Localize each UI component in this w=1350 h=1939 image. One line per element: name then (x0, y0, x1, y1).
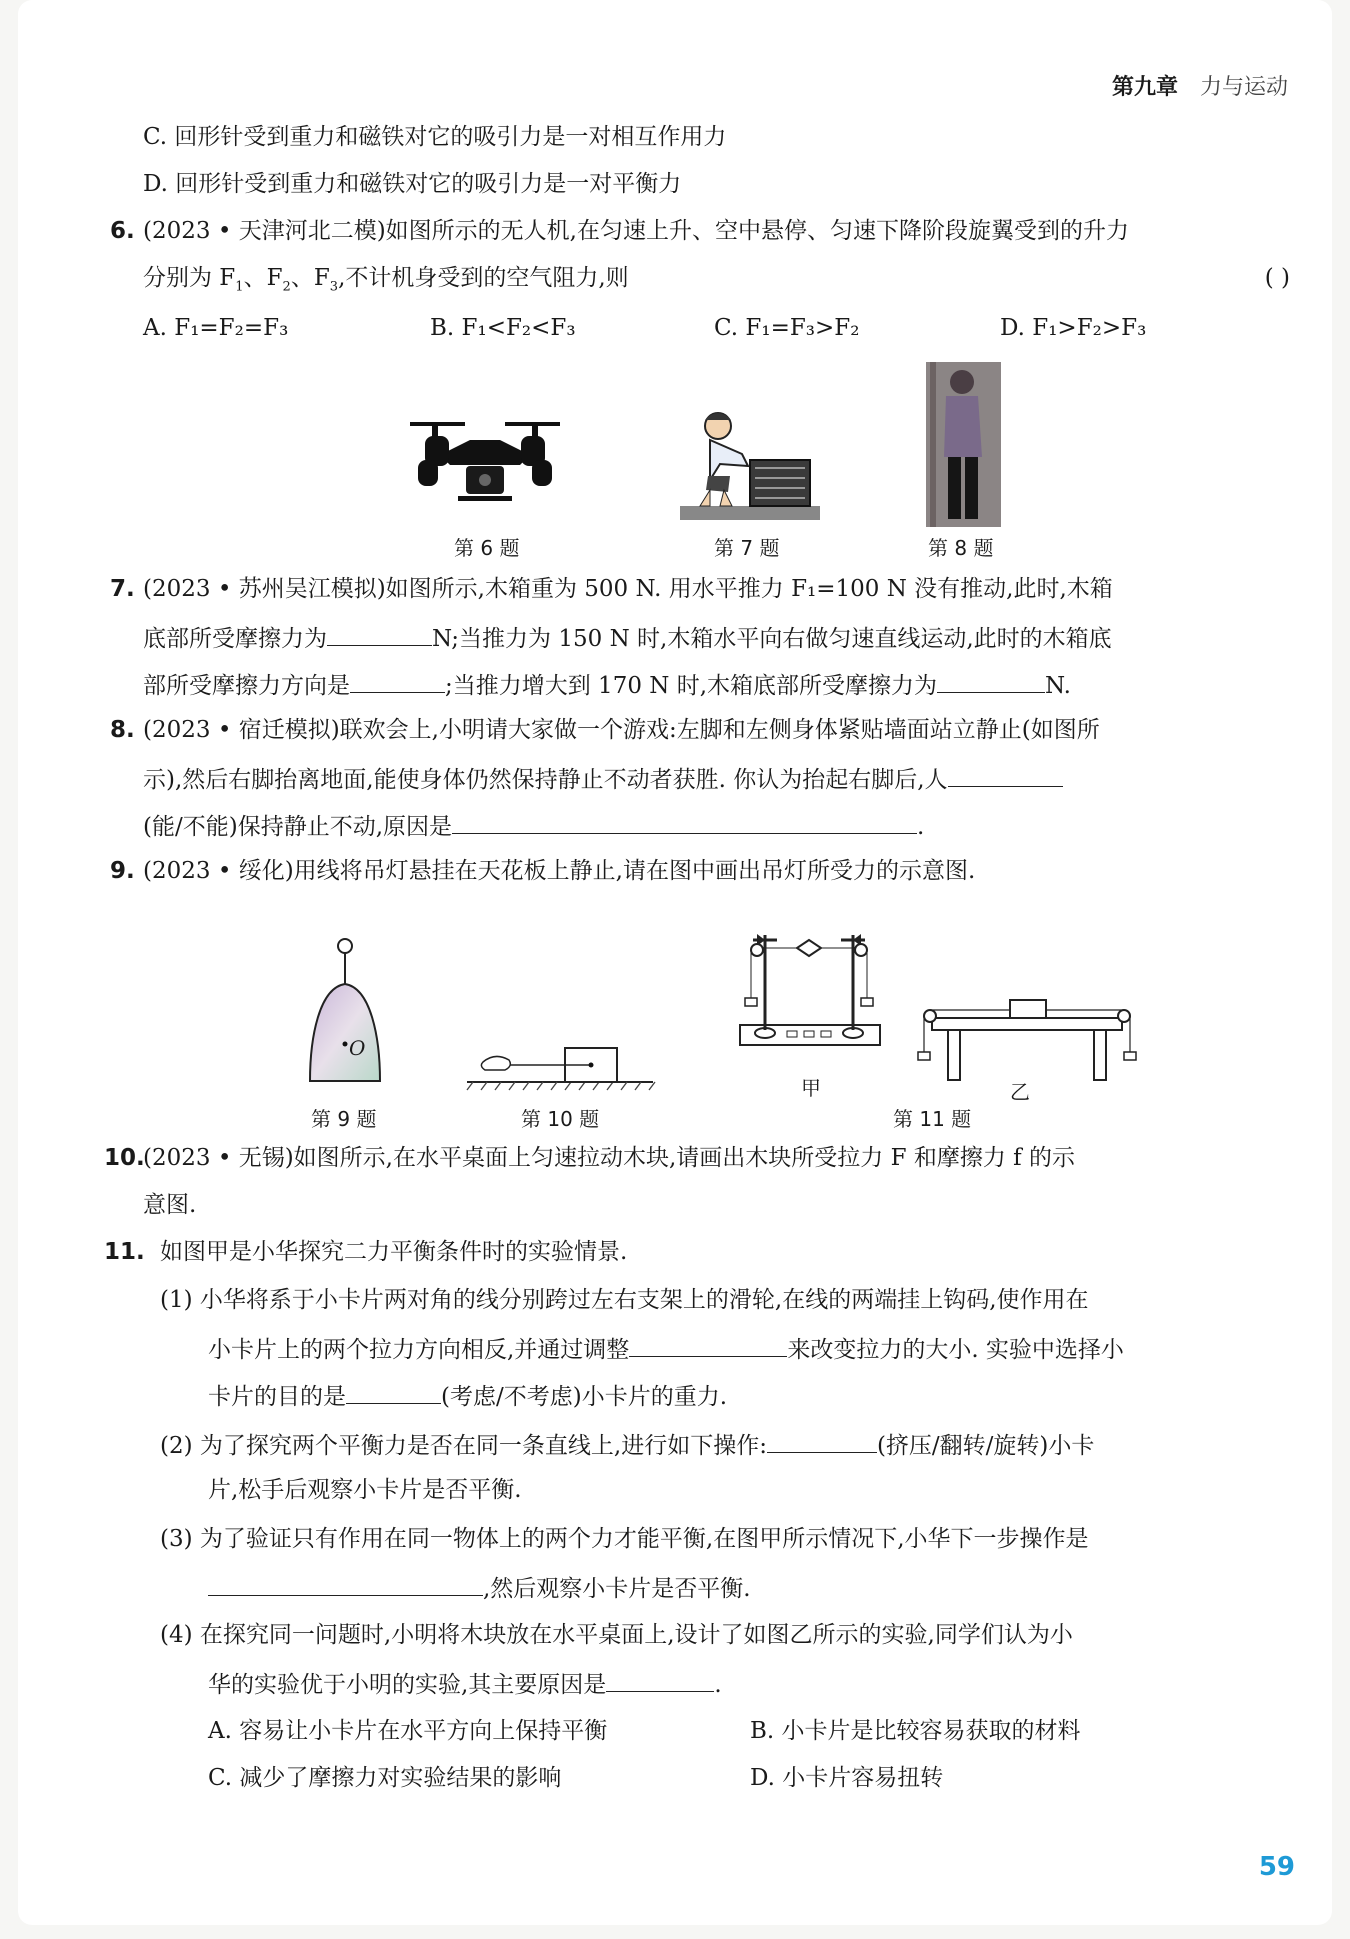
caption-q8: 第 8 题 (928, 536, 994, 560)
q11-p2-line1 (160, 1428, 1094, 1461)
q9-line1: (2023 • 绥化)用线将吊灯悬挂在天花板上静止,请在图中画出吊灯所受力的示意图. (143, 858, 976, 884)
chapter-title: 力与运动 (1199, 75, 1288, 100)
q7-line2 (143, 621, 1112, 654)
boy-pushing-box-image (680, 402, 820, 522)
caption-q7: 第 7 题 (714, 536, 780, 560)
q6-line2: 分别为 $F_1$、$F_2$、$F_3$,不计机身受到的空气阻力,则 (143, 265, 629, 295)
q8-line2 (143, 762, 1063, 795)
answer-blank[interactable] (452, 809, 917, 834)
q11-p1-line3-a: 卡片的目的是 (208, 1384, 346, 1410)
q10-number: 10. (104, 1145, 145, 1171)
q8-line1: (2023 • 宿迁模拟)联欢会上,小明请大家做一个游戏:左脚和左侧身体紧贴墙面站立静止(如图所 (143, 717, 1100, 743)
answer-blank[interactable] (606, 1667, 714, 1692)
q11-p3-line2 (208, 1571, 751, 1604)
q11-p1-line2-a: 小卡片上的两个拉力方向相反,并通过调整 (208, 1337, 630, 1363)
answer-paren: ( ) (1264, 265, 1290, 291)
q11-p2-line2: 片,松手后观察小卡片是否平衡. (208, 1477, 522, 1503)
chapter-header (1112, 70, 1288, 101)
q11-option-c: C. 减少了摩擦力对实验结果的影响 (208, 1765, 562, 1791)
q7-line3-b: ;当推力增大到 170 N 时,木箱底部所受摩擦力为 (445, 673, 938, 699)
q11-p1-line2 (208, 1332, 1124, 1365)
block-pulling-figure (465, 1032, 655, 1092)
q5-option-d: D. 回形针受到重力和磁铁对它的吸引力是一对平衡力 (143, 171, 682, 197)
q11-p3-line2-b: ,然后观察小卡片是否平衡. (483, 1576, 751, 1602)
answer-blank[interactable] (350, 668, 445, 693)
q10-line2: 意图. (143, 1192, 197, 1218)
answer-blank[interactable] (937, 668, 1045, 693)
q10-line1: (2023 • 无锡)如图所示,在水平桌面上匀速拉动木块,请画出木块所受拉力 F 和摩擦力 f 的示 (143, 1145, 1076, 1171)
q7-line2-a: 底部所受摩擦力为 (143, 626, 327, 652)
drone-image (400, 410, 570, 520)
q8-line3 (143, 809, 924, 842)
q7-line2-b: N;当推力为 150 N 时,木箱水平向右做匀速直线运动,此时的木箱底 (432, 626, 1112, 652)
two-force-balance-apparatus-jia (735, 930, 885, 1070)
q7-line3 (143, 668, 1071, 701)
q11-option-a: A. 容易让小卡片在水平方向上保持平衡 (208, 1718, 608, 1744)
q6-option-a: A. F₁=F₂=F₃ (143, 315, 289, 341)
table-pulley-apparatus-yi (912, 1000, 1142, 1082)
q8-line3-a: (能/不能)保持静止不动,原因是 (143, 814, 453, 840)
q11-p1-line1: (1) 小华将系于小卡片两对角的线分别跨过左右支架上的滑轮,在线的两端挂上钩码,使作用在 (160, 1287, 1089, 1313)
hanging-lamp-figure (305, 938, 385, 1088)
q11-p1-line3 (208, 1379, 727, 1412)
q7-line1: (2023 • 苏州吴江模拟)如图所示,木箱重为 500 N. 用水平推力 F₁=100 N 没有推动,此时,木箱 (143, 576, 1113, 602)
q6-line2-pre: 分别为 F (143, 265, 236, 291)
q7-line3-a: 部所受摩擦力方向是 (143, 673, 350, 699)
q11-p2-line1-b: (挤压/翻转/旋转)小卡 (876, 1433, 1095, 1459)
q11-p3-line1: (3) 为了验证只有作用在同一物体上的两个力才能平衡,在图甲所示情况下,小华下一步操作是 (160, 1526, 1089, 1552)
label-jia: 甲 (801, 1076, 821, 1100)
caption-q6: 第 6 题 (454, 536, 520, 560)
answer-blank[interactable] (948, 762, 1063, 787)
point-o-label: O (349, 1036, 366, 1060)
person-against-wall-photo (926, 362, 1001, 527)
chapter-label: 第九章 (1111, 75, 1178, 100)
caption-q9: 第 9 题 (311, 1107, 377, 1131)
q11-intro: 如图甲是小华探究二力平衡条件时的实验情景. (160, 1239, 628, 1265)
q7-line3-c: N. (1045, 673, 1071, 699)
q8-line2-text: 示),然后右脚抬离地面,能使身体仍然保持静止不动者获胜. 你认为抬起右脚后,人 (143, 767, 948, 793)
q6-option-d: D. F₁>F₂>F₃ (1000, 315, 1147, 341)
q11-p4-line1: (4) 在探究同一问题时,小明将木块放在水平桌面上,设计了如图乙所示的实验,同学们认为小 (160, 1622, 1073, 1648)
caption-q11: 第 11 题 (893, 1107, 972, 1131)
q9-number: 9. (110, 858, 135, 884)
answer-blank[interactable] (208, 1571, 483, 1596)
q11-number: 11. (104, 1239, 145, 1265)
page-number: 59 (1258, 1852, 1295, 1882)
q6-line2-post: ,不计机身受到的空气阻力,则 (338, 265, 629, 291)
answer-blank[interactable] (346, 1379, 441, 1404)
q7-number: 7. (110, 576, 135, 602)
q11-p4-line2 (208, 1667, 722, 1700)
q11-option-d: D. 小卡片容易扭转 (750, 1765, 944, 1791)
answer-blank[interactable] (629, 1332, 787, 1357)
q8-number: 8. (110, 717, 135, 743)
q6-line1: (2023 • 天津河北二模)如图所示的无人机,在匀速上升、空中悬停、匀速下降阶段旋翼受到的升力 (143, 218, 1129, 244)
q11-p4-line2-b: . (714, 1672, 722, 1698)
q11-p4-line2-a: 华的实验优于小明的实验,其主要原因是 (208, 1672, 607, 1698)
caption-q10: 第 10 题 (521, 1107, 600, 1131)
q5-option-c: C. 回形针受到重力和磁铁对它的吸引力是一对相互作用力 (143, 124, 727, 150)
q11-p1-line2-b: 来改变拉力的大小. 实验中选择小 (787, 1337, 1124, 1363)
q6-option-b: B. F₁<F₂<F₃ (430, 315, 576, 341)
q8-line3-b: . (917, 814, 925, 840)
q6-number: 6. (110, 218, 135, 244)
q6-option-c: C. F₁=F₃>F₂ (714, 315, 860, 341)
label-yi: 乙 (1010, 1080, 1030, 1104)
answer-blank[interactable] (767, 1428, 877, 1453)
q11-option-b: B. 小卡片是比较容易获取的材料 (750, 1718, 1081, 1744)
q11-p2-line1-a: (2) 为了探究两个平衡力是否在同一条直线上,进行如下操作: (160, 1433, 767, 1459)
q11-p1-line3-b: (考虑/不考虑)小卡片的重力. (441, 1384, 728, 1410)
answer-blank[interactable] (327, 621, 432, 646)
